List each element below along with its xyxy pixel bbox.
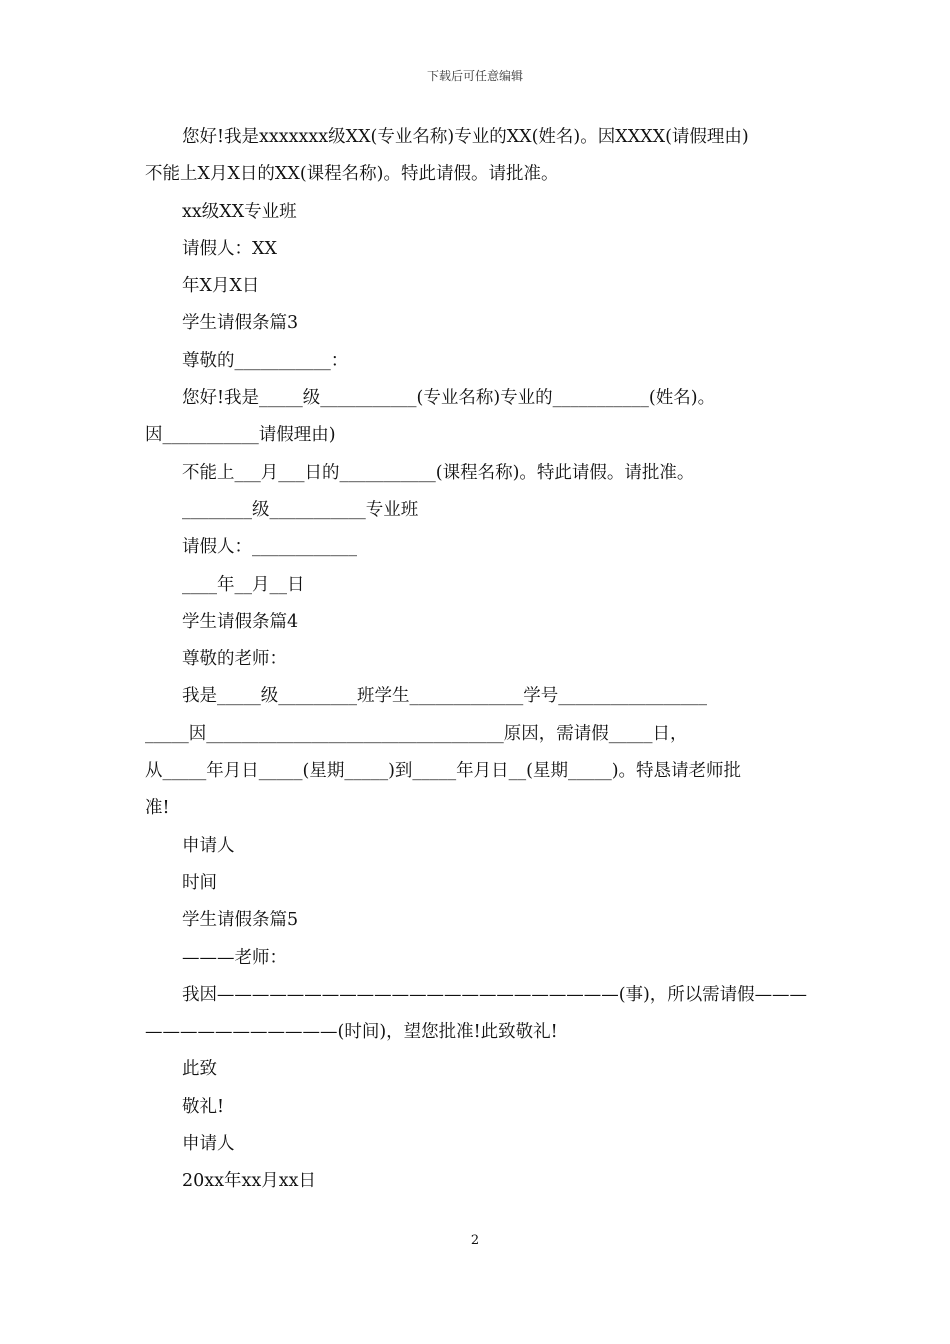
paragraph-line: 不能上___月___日的___________(课程名称)。特此请假。请批准。 — [182, 462, 695, 483]
paragraph-line: 准! — [145, 798, 170, 819]
paragraph-line: 尊敬的___________： — [182, 350, 349, 371]
paragraph-line: 不能上X月X日的XX(课程名称)。特此请假。请批准。 — [145, 164, 559, 185]
document-body — [145, 119, 807, 1201]
paragraph-line: 20xx年xx月xx日 — [182, 1171, 316, 1192]
paragraph-line: ———————————(时间)，望您批准!此致敬礼! — [145, 1022, 558, 1043]
paragraph-line: 时间 — [182, 872, 217, 893]
paragraph-line: ____年__月__日 — [182, 574, 305, 595]
paragraph-line: 申请人 — [182, 1134, 235, 1155]
paragraph-line: 学生请假条篇4 — [182, 611, 299, 632]
paragraph-line: 请假人：____________ — [182, 537, 357, 558]
page-header: 下载后可任意编辑 — [426, 69, 523, 83]
paragraph-line: 您好!我是_____级___________(专业名称)专业的___________(姓名)。 — [182, 388, 716, 409]
paragraph-line: 年X月X日 — [182, 276, 260, 297]
paragraph-line: 敬礼! — [182, 1096, 225, 1117]
paragraph-line: 我因———————————————————————(事)，所以需请假——— — [182, 984, 807, 1005]
paragraph-line: 此致 — [182, 1059, 217, 1080]
paragraph-line: 学生请假条篇3 — [182, 313, 299, 334]
paragraph-line: 尊敬的老师： — [182, 649, 287, 670]
paragraph-line: 学生请假条篇5 — [182, 910, 299, 931]
paragraph-line: xx级XX专业班 — [182, 201, 297, 222]
paragraph-line: 因___________请假理由) — [145, 425, 336, 446]
paragraph-line: ———老师： — [182, 947, 287, 968]
paragraph-line: ________级___________专业班 — [182, 499, 419, 520]
paragraph-line: 请假人：XX — [182, 238, 277, 259]
page-number: 2 — [470, 1233, 480, 1248]
paragraph-line: _____因__________________________________原因，需请假_____日， — [145, 723, 688, 744]
paragraph-line: 从_____年月日_____(星期_____)到_____年月日__(星期_____)。特恳请老师批 — [145, 761, 742, 782]
paragraph-line: 申请人 — [182, 835, 235, 856]
paragraph-line: 您好!我是xxxxxxx级XX(专业名称)专业的XX(姓名)。因XXXX(请假理由) — [182, 127, 749, 147]
paragraph-line: 我是_____级_________班学生_____________学号_________________ — [182, 686, 707, 707]
